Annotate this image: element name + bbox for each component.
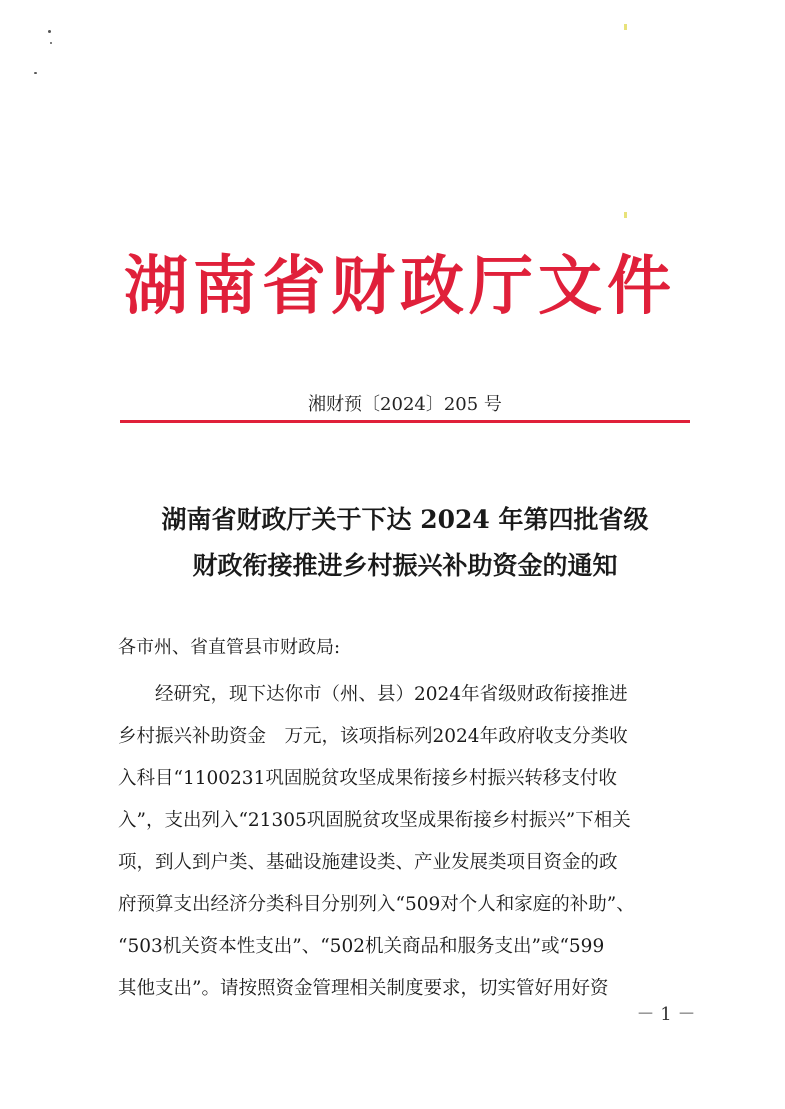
body-line: 入”，支出列入“21305巩固脱贫攻坚成果衔接乡村振兴”下相关 xyxy=(118,810,631,831)
scan-speck xyxy=(50,42,52,44)
scan-speck xyxy=(48,30,51,33)
body-line: “503机关资本性支出”、“502机关商品和服务支出”或“599 xyxy=(118,936,605,957)
body-line: 乡村振兴补助资金 万元，该项指标列2024年政府收支分类收 xyxy=(118,726,628,747)
body-line: 项，到人到户类、基础设施建设类、产业发展类项目资金的政 xyxy=(118,852,618,873)
body-line: 入科目“1100231巩固脱贫攻坚成果衔接乡村振兴转移支付收 xyxy=(118,768,617,789)
title-line-1: 湖南省财政厅关于下达 2024 年第四批省级 xyxy=(161,505,649,534)
body-paragraph xyxy=(118,674,698,1010)
page-number: － 1 － xyxy=(636,1004,696,1025)
body-line: 府预算支出经济分类科目分别列入“509对个人和家庭的补助”、 xyxy=(118,894,635,915)
title-line-2: 财政衔接推进乡村振兴补助资金的通知 xyxy=(192,551,618,580)
scan-mark xyxy=(624,24,627,30)
red-divider-line xyxy=(120,420,690,423)
issuing-authority-header: 湖南省财政厅文件 xyxy=(124,250,676,324)
body-line: 经研究，现下达你市（州、县）2024年省级财政衔接推进 xyxy=(155,684,628,705)
body-line: 其他支出”。请按照资金管理相关制度要求，切实管好用好资 xyxy=(118,978,609,999)
scan-mark xyxy=(624,212,627,218)
scan-speck xyxy=(34,72,37,74)
salutation: 各市州、省直管县市财政局: xyxy=(118,637,341,658)
document-title xyxy=(110,497,700,589)
document-number: 湘财预〔2024〕205 号 xyxy=(308,394,502,415)
